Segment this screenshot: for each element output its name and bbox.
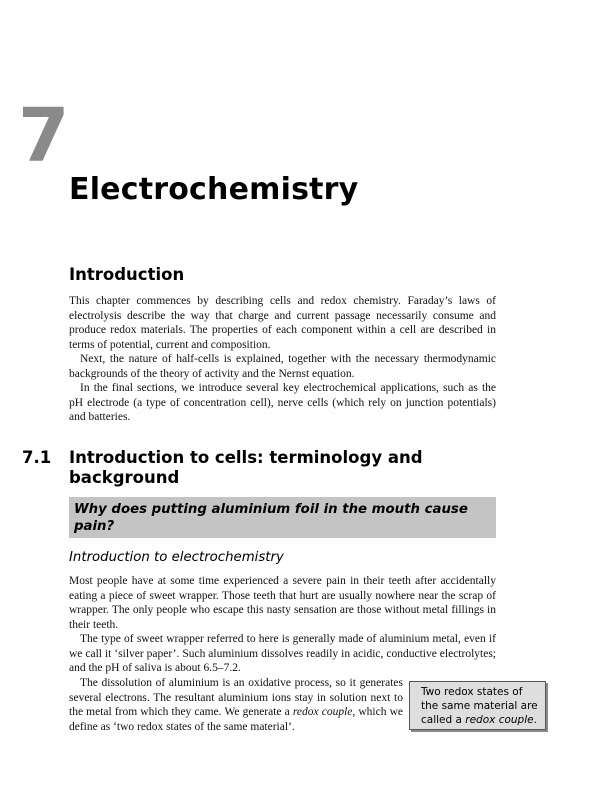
question-box bbox=[69, 497, 496, 538]
redox-couple-term: redox couple bbox=[292, 706, 353, 718]
body-text: , which we define as ‘two redox states of the same material’. bbox=[69, 706, 404, 733]
margin-note-end: . bbox=[533, 714, 537, 726]
body-paragraph: Most people have at some time experienced a severe pain in their teeth after accidentally eating a piece of sweet wrapper. Those teeth that hurt are usually nowhere near the scrap of wrapper. The only people who escape this nasty sensation are those without metal fillings in their teeth. bbox=[69, 575, 496, 631]
chapter-number: 7 bbox=[18, 93, 70, 179]
introduction-paragraph: Next, the nature of half-cells is explained, together with the necessary thermodynamic backgrounds of the theory of activity and the Nernst equation. bbox=[69, 353, 496, 380]
question-text: Why does putting aluminium foil in the mouth cause pain? bbox=[74, 502, 468, 534]
body-paragraph: The type of sweet wrapper referred to here is generally made of aluminium metal, even if we call it ‘silver paper’. Such aluminium dissolves readily in acidic, conductive electrolytes; and the pH of saliva is about 6.5–7.2. bbox=[69, 633, 496, 674]
introduction-paragraph: In the final sections, we introduce several key electrochemical applications, such as the pH electrode (a type of concentration cell), nerve cells (which rely on junction potentials) and batteries. bbox=[69, 382, 496, 423]
section-title: Introduction to cells: terminology and background bbox=[69, 448, 423, 487]
body-text: The dissolution of aluminium is an oxidative process, so it generates several electrons. The resultant aluminium ions stay in solution next to the metal from which they came. We generate a bbox=[69, 677, 403, 718]
chapter-title: Electrochemistry bbox=[69, 172, 359, 207]
introduction-heading: Introduction bbox=[69, 265, 185, 284]
introduction-paragraph: This chapter commences by describing cells and redox chemistry. Faraday’s laws of electrolysis describe the way that charge and current passage necessarily consume and produce redox materials. The properties of each component within a cell are described in terms of potential, current and composition. bbox=[69, 295, 496, 351]
body-paragraph bbox=[69, 676, 403, 734]
margin-note-text: Two redox states of the same material are called a bbox=[421, 686, 538, 726]
subsection-heading: Introduction to electrochemistry bbox=[69, 550, 284, 565]
margin-note-term: redox couple bbox=[465, 714, 534, 726]
section-number: 7.1 bbox=[22, 448, 52, 467]
margin-note bbox=[409, 681, 546, 730]
